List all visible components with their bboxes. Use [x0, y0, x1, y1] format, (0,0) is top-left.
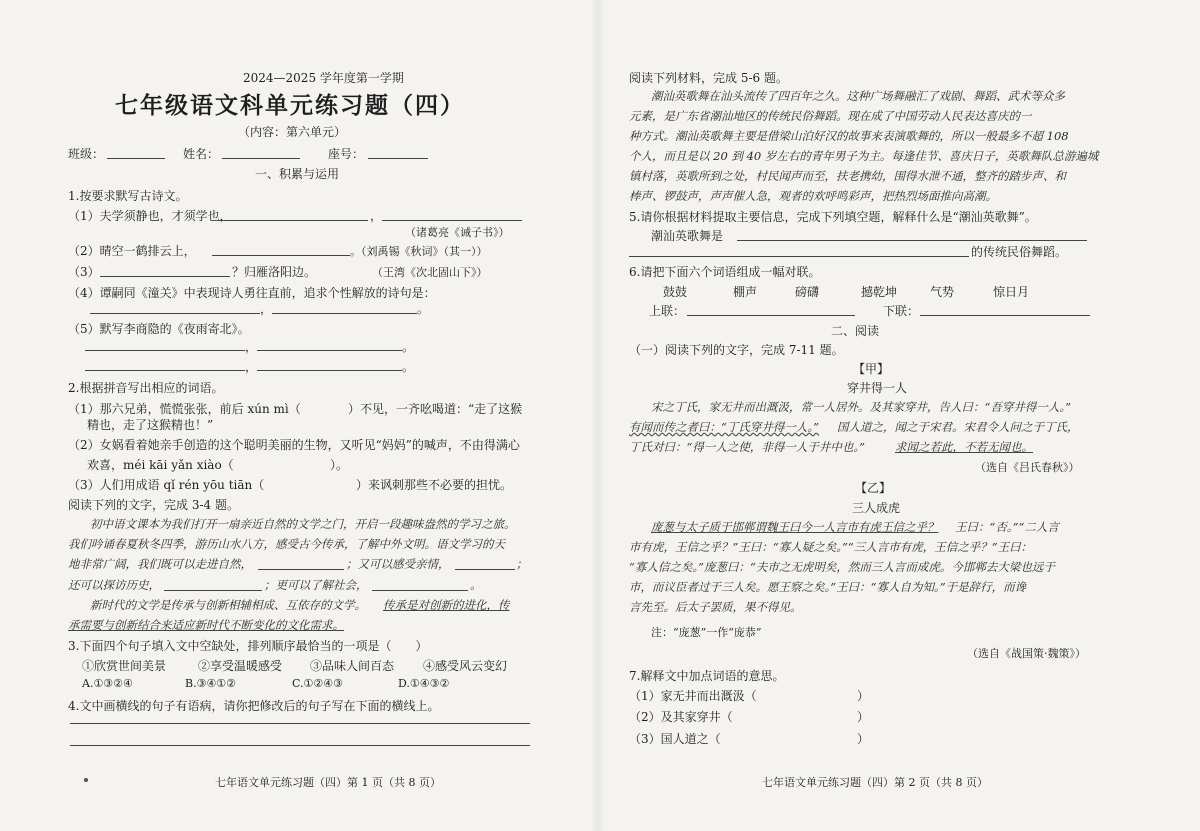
q2-2-c: ）。 [330, 458, 349, 472]
q6-upper-label: 上联： [649, 304, 686, 318]
passage-blank-2[interactable] [455, 569, 515, 570]
q2-2-b: 欢喜，méi kāi yǎn xiào（ [87, 458, 234, 472]
seat-field[interactable] [368, 158, 428, 159]
jia-line-3b: 求闻之若此，不若无闻也。 [895, 440, 1033, 454]
q3-option-3: ③品味人间百态 [310, 659, 395, 673]
left-page: 2024—2025 学年度第一学期 七年级语文科单元练习题（四） （内容：第六单元） 班级： 姓名： 座号： 一、积累与运用 1.按要求默写古诗文。 （1）夫学须静也，才须学也， ， （诸葛亮《诫子书》） （2）晴空一鹤排云上， 。（刘禹锡《秋词》（其一）） （3） ？归雁洛阳边。 （王湾《次北固山下》） （4）谭嗣同《潼关》中表现诗人勇往直前，追求个性解放的诗句是： ， 。 （5）默写李商隐的《夜雨寄北》。 ， 。 ， 。 2.根据拼音写出相应的词语。 （1）那六兄弟，慌慌张张，前后 xún mì（ ）不见，一齐吆喝道：“走了这猴 精也，走了这猴精也！” （2）女娲看着她亲手创造的这个聪明美丽的生物，又听见“妈妈”的喊声，不由得满心 欢喜，méi kāi yǎn xiào（ ）。 （3）人们用成语 qǐ rén yōu tiān（ ）来讽刺那些不必要的担忧。 阅读下列的文字，完成 3-4 题。 初中语文课本为我们打开一扇亲近自然的文学之门，开启一段趣味盎然的学习之旅。 我们吟诵春夏秋冬四季，游历山水八方，感受古今传承，了解中外文明。语文学习的天 地非常广阔，我们既可以走进自然， ；又可以感受亲情， ； 还可以探访历史， ；更可以了解社会， 。 新时代的文学是传承与创新相辅相成、互依存的文学。 传承是对创新的进化，传 承需要与创新结合来适应新时代不断变化的文化需求。 3.下面四个句子填入文中空缺处，排列顺序最恰当的一项是（ ） ①欣赏世间美景 ②享受温暖感受 ③品味人间百态 ④感受风云变幻 A.①③②④ B.③④①② C.①②④③ D.①④③② 4.文中画横线的句子有语病，请你把修改后的句子写在下面的横线上。 七年语文单元练习题（四）第 1 页（共 8 页） [60, 0, 530, 831]
name-label: 姓名： [183, 147, 220, 161]
exam-scope: （内容：第六单元） [238, 125, 347, 139]
q7-2-close[interactable]: ） [857, 710, 870, 724]
jia-source: （选自《吕氏春秋》） [975, 461, 1080, 474]
passage-jia-title: 穿井得一人 [847, 381, 908, 395]
material-line-4: 个人，而且是以 20 到 40 岁左右的青年男子为主。每逢佳节、喜庆日子，英歌舞队总游遍城 [629, 149, 1099, 163]
q1-1-source: （诸葛亮《诫子书》） [405, 226, 510, 239]
section-2-heading: 二、阅读 [831, 324, 880, 338]
passage-blank-3[interactable] [164, 590, 262, 591]
passage-line-4: 还可以探访历史， [68, 578, 160, 592]
yi-note: 注：“庞葱”一作“庞恭” [651, 626, 762, 639]
q1-4-blank-b[interactable] [272, 313, 417, 314]
q1-1-blank-a[interactable] [218, 220, 368, 221]
left-page-footer: 七年语文单元练习题（四）第 1 页（共 8 页） [215, 776, 441, 789]
passage-line-3: 地非常广阔，我们既可以走进自然， [68, 557, 252, 571]
right-page-footer: 七年语文单元练习题（四）第 2 页（共 8 页） [762, 776, 988, 789]
q6-lower-field[interactable] [920, 315, 1090, 316]
q3-option-2: ②享受温暖感受 [198, 659, 283, 673]
q6-word-4: 撼乾坤 [861, 285, 898, 299]
q3-choice-a[interactable]: A.①③②④ [82, 677, 133, 690]
material-line-3: 种方式。潮汕英歌舞主要是借梁山泊好汉的故事来表演歌舞的，所以一般最多不超 108 [629, 129, 1069, 143]
q1-5-blank-4[interactable] [257, 370, 402, 371]
q6-upper-field[interactable] [687, 315, 855, 316]
q5-prompt: 5.请你根据材料提取主要信息，完成下列填空题，解释什么是“潮汕英歌舞”。 [629, 210, 1037, 224]
jia-line-2b: 国人道之，闻之于宋君。宋君令人问之于丁氏， [837, 420, 1079, 434]
q1-5-blank-2[interactable] [257, 350, 402, 351]
section-1-heading: 一、积累与运用 [255, 167, 340, 181]
q3-choice-d[interactable]: D.①④③② [398, 677, 450, 690]
name-field[interactable] [222, 158, 300, 159]
q2-3-a: （3）人们用成语 qǐ rén yōu tiān（ [68, 478, 265, 492]
q4-answer-line-2[interactable] [70, 745, 530, 746]
jia-line-3: 丁氏对曰：“得一人之使，非得一人于井中也。” [629, 440, 866, 454]
yi-line-2: 市有虎，王信之乎？”王曰：“寡人疑之矣。”“三人言市有虎，王信之乎？”王曰： [629, 540, 1033, 554]
class-field[interactable] [107, 158, 165, 159]
yi-line-3: “寡人信之矣。”庞葱曰：“夫市之无虎明矣，然而三人言而成虎。今邯郸去大梁也远于 [629, 560, 1055, 574]
passage-blank-1[interactable] [258, 569, 344, 570]
q1-prompt: 1.按要求默写古诗文。 [68, 189, 188, 203]
punch-dot [84, 778, 88, 782]
material-line-1: 潮汕英歌舞在汕头流传了四百年之久。这种广场舞融汇了戏剧、舞蹈、武术等众多 [651, 89, 1065, 103]
q1-3-end: ？归雁洛阳边。 [232, 265, 317, 279]
read-5-6-prompt: 阅读下列材料，完成 5-6 题。 [629, 71, 788, 85]
q7-1: （1）家无井而出溉汲（ [629, 689, 757, 703]
q1-3-start: （3） [68, 265, 100, 279]
passage-jia-label: 【甲】 [853, 362, 890, 376]
page-fold [590, 0, 606, 831]
q2-prompt: 2.根据拼音写出相应的词语。 [68, 381, 224, 395]
q1-4-blank-a[interactable] [90, 313, 260, 314]
q7-1-close[interactable]: ） [857, 689, 870, 703]
q5-answer-start: 潮汕英歌舞是 [651, 229, 724, 243]
q6-word-6: 惊日月 [993, 285, 1030, 299]
yi-line-4: 市，而议臣者过于三人矣。愿王察之矣。”王曰：“寡人自为知。”于是辞行，而谗 [629, 580, 1027, 594]
q6-word-3: 磅礴 [795, 285, 820, 299]
q3-option-1: ①欣赏世间美景 [82, 659, 167, 673]
read-3-4-prompt: 阅读下列的文字，完成 3-4 题。 [68, 498, 239, 512]
q3-option-4: ④感受风云变幻 [423, 659, 508, 673]
q3-choice-c[interactable]: C.①②④③ [292, 677, 343, 690]
q5-answer-end: 的传统民俗舞蹈。 [971, 245, 1068, 259]
q7-prompt: 7.解释文中加点词语的意思。 [629, 669, 785, 683]
passage-yi-title: 三人成虎 [852, 501, 901, 515]
q7-3: （3）国人道之（ [629, 732, 721, 746]
q3-choice-b[interactable]: B.③④①② [185, 677, 237, 690]
jia-line-1: 宋之丁氏，家无井而出溉汲，常一人居外。及其家穿井，告人曰：“吾穿井得一人。” [651, 400, 1072, 414]
seat-label: 座号： [328, 147, 365, 161]
material-line-5: 镇村落，英歌所到之处，村民闻声而至，扶老携幼，围得水泄不通，整齐的踏步声、和 [629, 169, 1066, 183]
q1-5-blank-1[interactable] [85, 350, 245, 351]
q1-2-blank[interactable] [212, 255, 350, 256]
q1-5: （5）默写李商隐的《夜雨寄北》。 [68, 322, 250, 336]
yi-line-1a: 庞葱与太子质于邯郸谓魏王曰今一人言市有虎王信之乎？ [651, 520, 939, 534]
q4-answer-line-1[interactable] [70, 723, 530, 724]
q4-prompt: 4.文中画横线的句子有语病，请你把修改后的句子写在下面的横线上。 [68, 699, 440, 713]
q2-3-b: ）来讽刺那些不必要的担忧。 [356, 478, 513, 492]
q1-3-source: （王湾《次北固山下》） [372, 266, 488, 279]
yi-source: （选自《战国策·魏策》） [967, 647, 1086, 660]
q2-1-b: ）不见，一齐吆喝道：“走了这猴 [348, 402, 523, 416]
q6-word-2: 棚声 [733, 285, 758, 299]
q2-1-c: 精也，走了这猴精也！” [87, 418, 214, 432]
q1-2-source: 。（刘禹锡《秋词》（其一）） [350, 245, 488, 258]
q6-word-1: 鼓鼓 [663, 285, 688, 299]
q7-2: （2）及其家穿井（ [629, 710, 733, 724]
q5-answer-line-2[interactable] [629, 256, 969, 257]
class-label: 班级： [68, 147, 105, 161]
q1-3-blank[interactable] [100, 276, 230, 277]
passage-yi-label: 【乙】 [855, 481, 892, 495]
passage-line-1: 初中语文课本为我们打开一扇亲近自然的文学之门，开启一段趣味盎然的学习之旅。 [90, 517, 516, 531]
faulty-sentence-b: 承需要与创新结合来适应新时代不断变化的文化需求。 [68, 618, 344, 632]
right-page [625, 0, 1099, 831]
jia-line-2a: 有闻而传之者曰：“丁氏穿井得一人。” [629, 420, 820, 434]
q7-3-close[interactable]: ） [857, 732, 870, 746]
q1-1: （1）夫学须静也，才须学也， [68, 209, 232, 223]
q1-5-blank-3[interactable] [85, 370, 245, 371]
q1-4: （4）谭嗣同《潼关》中表现诗人勇往直前，追求个性解放的诗句是： [68, 286, 436, 300]
passage-line-2: 我们吟诵春夏秋冬四季，游历山水八方，感受古今传承，了解中外文明。语文学习的天 [68, 537, 505, 551]
exam-title: 七年级语文科单元练习题（四） [115, 92, 465, 119]
read-7-11-prompt: （一）阅读下列的文字，完成 7-11 题。 [629, 343, 844, 357]
faulty-sentence-a: 传承是对创新的进化，传 [383, 598, 510, 612]
school-year: 2024—2025 学年度第一学期 [243, 71, 404, 85]
material-line-6: 棒声、锣鼓声，声声催人急，观者的欢呼鸣彩声，把热烈场面推向高潮。 [629, 189, 997, 203]
q6-lower-label: 下联： [883, 304, 920, 318]
q2-2-a: （2）女娲看着她亲手创造的这个聪明美丽的生物，又听见“妈妈”的喊声，不由得满心 [68, 438, 520, 452]
passage2-line-1a: 新时代的文学是传承与创新相辅相成、互依存的文学。 [90, 598, 366, 612]
material-line-2: 元素，是广东省潮汕地区的传统民俗舞蹈。现在成了中国劳动人民表达喜庆的一 [629, 109, 1032, 123]
q1-2: （2）晴空一鹤排云上， [68, 244, 196, 258]
q2-1-a: （1）那六兄弟，慌慌张张，前后 xún mì（ [68, 402, 301, 416]
yi-line-1b: 王曰：“否。”“二人言 [955, 520, 1059, 534]
q5-answer-line-1[interactable] [737, 240, 1087, 241]
q3-prompt: 3.下面四个句子填入文中空缺处，排列顺序最恰当的一项是（ ） [68, 639, 428, 653]
yi-line-5: 言先至。后太子罢质，果不得见。 [629, 600, 802, 614]
q6-prompt: 6.请把下面六个词语组成一幅对联。 [629, 265, 821, 279]
passage-blank-4[interactable] [372, 590, 468, 591]
q6-word-5: 气势 [930, 285, 955, 299]
q1-1-blank-b[interactable] [382, 220, 522, 221]
